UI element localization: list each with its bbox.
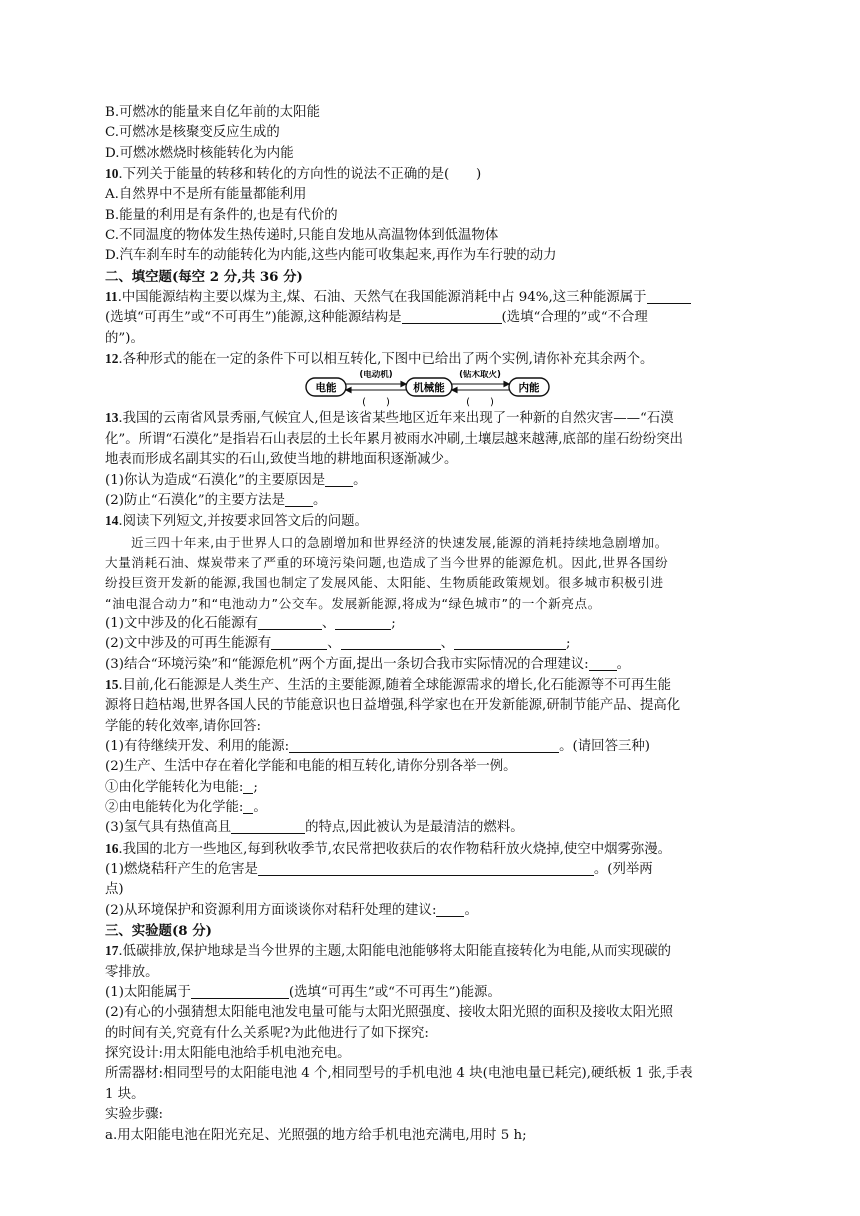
mechanical-energy-box — [406, 378, 452, 396]
q14-stem: 14.阅读下列短文,并按要求回答文后的问题。 — [105, 513, 368, 530]
q16-line-1: 16.我国的北方一些地区,每到秋收季节,农民常把收获后的农作物秸秆放火烧掉,使空中烟雾弥漫。 — [105, 840, 672, 857]
q11-line-2: (选填“可再生”或“不可再生”)能源,这种能源结构是 (选填“合理的”或“不合理 — [105, 310, 648, 326]
answer-blank[interactable] — [285, 492, 313, 507]
q11-line-1: 11.中国能源结构主要以煤为主,煤、石油、天然气在我国能源消耗中占 94%,这三种能源属于 — [105, 287, 757, 308]
energy-conversion-diagram — [105, 370, 757, 408]
q17-part-2-line-2: 的时间有关,究竟有什么关系呢?为此他进行了如下探究: — [105, 1025, 429, 1041]
q15-line-3: 学能的转化效率,请你回答: — [105, 718, 262, 734]
q11-number: 11 — [105, 289, 118, 305]
answer-blank[interactable] — [325, 472, 353, 487]
label-electric-motor: (电动机) — [359, 370, 393, 381]
svg-text:电能: 电能 — [315, 382, 337, 395]
answer-blank[interactable] — [289, 738, 559, 753]
answer-blank[interactable] — [258, 615, 322, 630]
q10-option-d: D.汽车刹车时车的动能转化为内能,这些内能可收集起来,再作为车行驶的动力 — [105, 248, 557, 264]
q9-option-d: D.可燃冰燃烧时核能转化为内能 — [105, 145, 294, 161]
answer-blank[interactable] — [335, 615, 391, 630]
answer-blank[interactable] — [402, 309, 502, 324]
q15-line-2: 源将日趋枯竭,世界各国人民的节能意识也日益增强,科学家也在开发新能源,研制节能产品、提高化 — [105, 698, 681, 714]
q13-line-1: 13.我国的云南省风景秀丽,气候宜人,但是该省某些地区近年来出现了一种新的自然灾害——“石漠 — [105, 410, 674, 427]
section-3-heading: 三、实验题(8 分) — [105, 923, 212, 940]
answer-blank[interactable] — [454, 635, 566, 650]
answer-blank[interactable] — [191, 984, 289, 999]
answer-blank[interactable] — [436, 902, 464, 917]
arrow-head — [504, 382, 509, 387]
q17-number: 17 — [105, 943, 119, 959]
q16-number: 16 — [105, 840, 119, 856]
q16-part-1: (1)燃烧秸秆产生的危害是 。(列举两 — [105, 862, 653, 878]
blank-right: ( ) — [466, 397, 494, 409]
q10-option-a: A.自然界中不是所有能量都能利用 — [105, 187, 307, 203]
q14-part-2: (2)文中涉及的可再生能源有 、 、 ; — [105, 636, 571, 652]
q14-passage-line-3: 纷投巨资开发新的能源,我国也制定了发展风能、太阳能、生物质能政策规划。很多城市积极引进 — [105, 575, 664, 591]
q12-stem: 12.各种形式的能在一定的条件下可以相互转化,下图中已给出了两个实例,请你补充其余两个。 — [105, 351, 654, 368]
q15-sub-2: ②由电能转化为化学能: 。 — [105, 800, 267, 815]
q15-sub-1: ①由化学能转化为电能: ; — [105, 779, 258, 795]
q9-option-b: B.可燃冰的能量来自亿年前的太阳能 — [105, 105, 320, 120]
q15-part-1: (1)有待继续开发、利用的能源: 。(请回答三种) — [105, 738, 650, 754]
answer-blank[interactable] — [243, 779, 253, 794]
q17-part-1: (1)太阳能属于 (选填“可再生”或“不可再生”)能源。 — [105, 985, 501, 1001]
answer-blank[interactable] — [341, 635, 441, 650]
arrow-head — [452, 388, 457, 393]
q16-part-1-cont: 点) — [105, 882, 124, 898]
q13-part-2: (2)防止“石漠化”的主要方法是 。 — [105, 492, 327, 508]
q10-option-c: C.不同温度的物体发生热传递时,只能自发地从高温物体到低温物体 — [105, 228, 499, 244]
q13-part-1: (1)你认为造成“石漠化”的主要原因是 。 — [105, 472, 367, 488]
q10-option-b: B.能量的利用是有条件的,也是有代价的 — [105, 207, 338, 223]
q15-line-1: 15.目前,化石能源是人类生产、生活的主要能源,随着全球能源需求的增长,化石能源等不可再生能 — [105, 676, 672, 693]
arrow-head — [401, 382, 406, 387]
internal-energy-box — [509, 378, 549, 396]
arrow-head — [346, 388, 351, 393]
answer-blank[interactable] — [589, 656, 617, 671]
svg-text:机械能: 机械能 — [413, 382, 445, 395]
q13-line-2: 化”。所谓“石漠化”是指岩石山表层的土长年累月被雨水冲刷,土壤层越来越薄,底部的崖石纷纷突出 — [105, 431, 684, 447]
q16-part-2: (2)从环境保护和资源利用方面谈谈你对秸秆处理的建议: 。 — [105, 902, 478, 918]
energy-conversion-svg — [304, 370, 554, 408]
q17-steps-heading: 实验步骤: — [105, 1107, 164, 1123]
svg-text:内能: 内能 — [518, 382, 540, 395]
blank-left: ( ) — [362, 397, 390, 409]
exam-page — [105, 103, 757, 1146]
q15-part-2: (2)生产、生活中存在着化学能和电能的相互转化,请你分别各举一例。 — [105, 759, 517, 775]
answer-blank[interactable] — [271, 635, 327, 650]
q13-line-3: 地表而形成名副其实的石山,致使当地的耕地面积逐渐减少。 — [105, 452, 458, 468]
q14-passage-line-4: “油电混合动力”和“电池动力”公交车。发展新能源,将成为“绿色城市”的一个新亮点。 — [105, 595, 601, 611]
q13-number: 13 — [105, 410, 119, 426]
electric-energy-box — [306, 378, 346, 396]
answer-blank[interactable] — [231, 819, 305, 834]
answer-blank[interactable] — [243, 799, 253, 814]
q17-part-2-line-1: (2)有心的小强猜想太阳能电池发电量可能与太阳光照强度、接收太阳光照的面积及接收太阳光照 — [105, 1005, 673, 1021]
q14-passage-line-1: 近三四十年来,由于世界人口的急剧增加和世界经济的快速发展,能源的消耗持续地急剧增加。 — [131, 534, 668, 550]
answer-blank[interactable] — [647, 289, 691, 304]
q17-step-a: a.用太阳能电池在阳光充足、光照强的地方给手机电池充满电,用时 5 h; — [105, 1127, 527, 1143]
q14-passage-line-2: 大量消耗石油、煤炭带来了严重的环境污染问题,也造成了当今世界的能源危机。因此,世界各国纷 — [105, 554, 669, 570]
q17-equipment-line-2: 1 块。 — [105, 1086, 145, 1102]
q14-part-3: (3)结合“环境污染”和“能源危机”两个方面,提出一条切合我市实际情况的合理建议: 。 — [105, 656, 631, 672]
label-friction-fire: (钻木取火) — [459, 370, 501, 381]
q14-part-1: (1)文中涉及的化石能源有 、 ; — [105, 615, 396, 631]
q9-option-c: C.可燃冰是核聚变反应生成的 — [105, 125, 280, 141]
q17-design: 探究设计:用太阳能电池给手机电池充电。 — [105, 1046, 351, 1062]
section-2-heading: 二、填空题(每空 2 分,共 36 分) — [105, 268, 303, 285]
q15-part-3: (3)氢气具有热值高且 的特点,因此被认为是最清洁的燃料。 — [105, 820, 524, 836]
answer-blank[interactable] — [258, 861, 594, 876]
q11-line-3: 的”)。 — [105, 330, 144, 346]
q12-number: 12 — [105, 351, 119, 367]
q17-line-2: 零排放。 — [105, 964, 159, 980]
q17-line-1: 17.低碳排放,保护地球是当今世界的主题,太阳能电池能够将太阳能直接转化为电能,从而实现碳的 — [105, 943, 672, 960]
q14-number: 14 — [105, 513, 119, 529]
q17-equipment-line-1: 所需器材:相同型号的太阳能电池 4 个,相同型号的手机电池 4 块(电池电量已耗完),硬纸板 1 张,手表 — [105, 1066, 693, 1082]
q15-number: 15 — [105, 676, 119, 692]
q10-stem: 10.下列关于能量的转移和转化的方向性的说法不正确的是( ) — [105, 166, 482, 183]
q10-number: 10 — [105, 166, 119, 182]
